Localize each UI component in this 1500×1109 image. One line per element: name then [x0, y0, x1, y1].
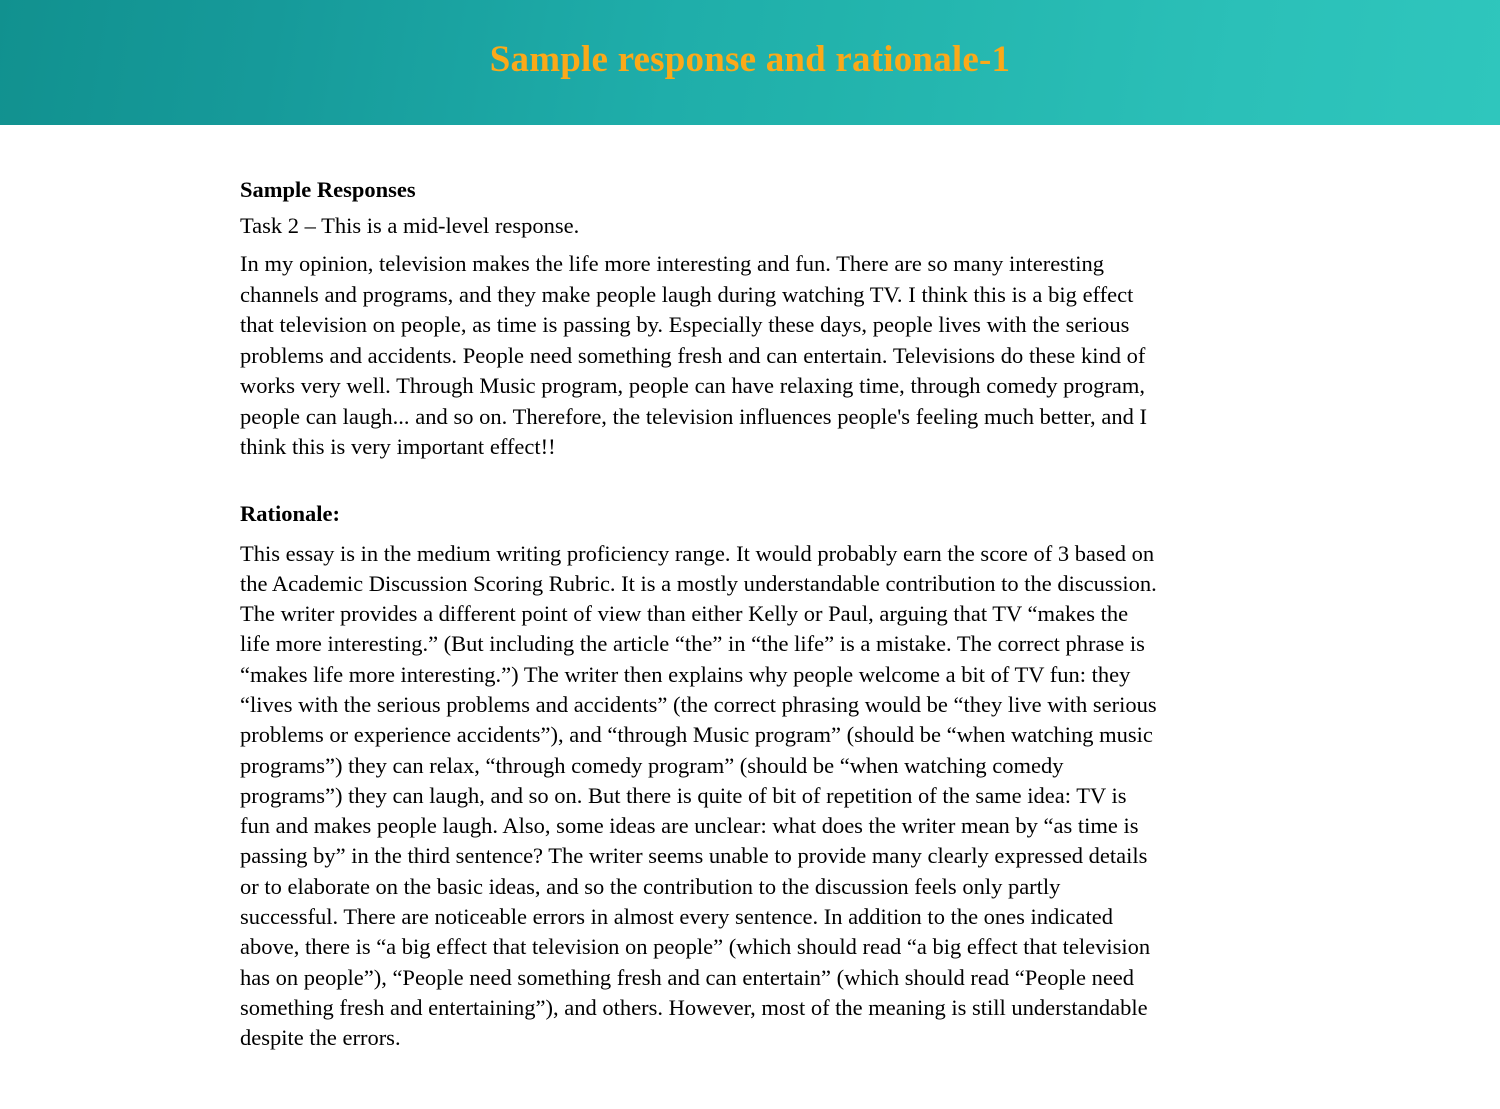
rationale-heading: Rationale: — [240, 500, 340, 526]
content-column — [240, 175, 1160, 1054]
section-spacer — [240, 463, 1160, 499]
rationale-paragraph: This essay is in the medium writing proficiency range. It would probably earn the score of 3 based on the Academic Discussion Scoring Rubric. It is a mostly understandable contribution to the discussion. The writer provides a different point of view than either Kelly or Paul, arguing that TV “makes the life more interesting.” (But including the article “the” in “the life” is a mistake. The correct phrase is “makes life more interesting.”) The writer then explains why people welcome a bit of TV fun: they “lives with the serious problems and accidents” (the correct phrasing would be “they live with serious problems or experience accidents”), and “through Music program” (should be “when watching music programs”) they can relax, “through comedy program” (should be “when watching comedy programs”) they can laugh, and so on. But there is quite of bit of repetition of the same idea: TV is fun and makes people laugh. Also, some ideas are unclear: what does the writer mean by “as time is passing by” in the third sentence? The writer seems unable to provide many clearly expressed details or to elaborate on the basic ideas, and so the contribution to the discussion feels only partly successful. There are noticeable errors in almost every sentence. In addition to the ones indicated above, there is “a big effect that television on people” (which should read “a big effect that television has on people”), “People need something fresh and can entertain” (which should read “People need something fresh and entertaining”), and others. However, most of the meaning is still understandable despite the errors. — [240, 540, 1157, 1051]
sample-response-paragraph: In my opinion, television makes the life more interesting and fun. There are so many interesting channels and programs, and they make people laugh during watching TV. I think this is a big effect that television on people, as time is passing by. Especially these days, people lives with the serious problems and accidents. People need something fresh and can entertain. Televisions do these kind of works very well. Through Music program, people can have relaxing time, through comedy program, people can laugh... and so on. Therefore, the television influences people's feeling much better, and I think this is very important effect!! — [240, 251, 1148, 459]
task-label-line: Task 2 – This is a mid-level response. — [240, 213, 580, 238]
header-banner — [0, 0, 1500, 125]
page-title: Sample response and rationale-1 — [489, 39, 1011, 80]
sample-responses-heading: Sample Responses — [240, 177, 416, 202]
document-body — [0, 125, 1500, 1109]
